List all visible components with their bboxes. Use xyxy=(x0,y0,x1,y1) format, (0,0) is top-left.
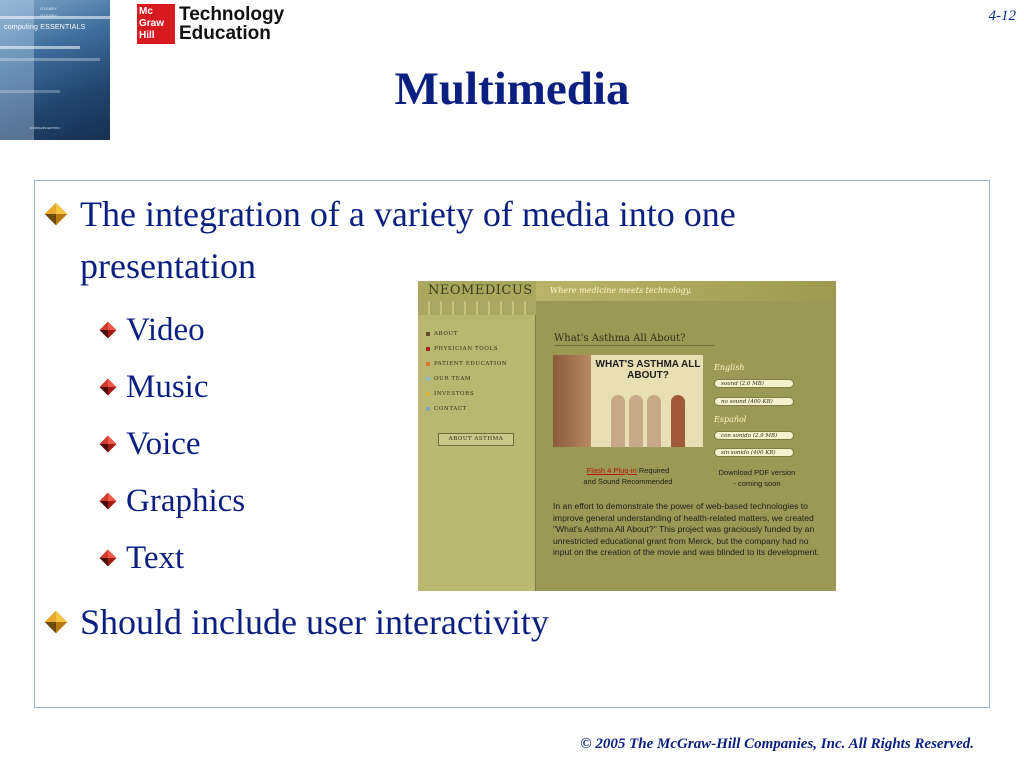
copyright-footer: © 2005 The McGraw-Hill Companies, Inc. All Rights Reserved. xyxy=(580,736,974,752)
subbullet-item: Music xyxy=(102,367,209,407)
spanish-sound-option: con sonido (2.9 MB) xyxy=(714,431,794,440)
bullet-item xyxy=(48,596,549,648)
neomedicus-screenshot xyxy=(418,281,836,591)
subbullet-item: Video xyxy=(102,310,205,350)
site-brand: NEOMEDICUS xyxy=(428,283,533,298)
diamond-bullet-icon xyxy=(45,611,68,634)
poster-title: WHAT'S ASTHMA ALL ABOUT? xyxy=(595,359,701,381)
bullet-item xyxy=(48,188,736,292)
diamond-subbullet-icon xyxy=(100,550,117,567)
square-bullet-icon xyxy=(426,392,430,396)
diamond-subbullet-icon xyxy=(100,379,117,396)
site-nav-item: OUR TEAM xyxy=(426,371,507,386)
bullet-text: The integration of a variety of media into one presentation xyxy=(80,194,736,286)
pdf-download-note: Download PDF version - coming soon xyxy=(718,468,796,488)
diamond-bullet-icon xyxy=(45,203,68,226)
flash-plugin-link: Flash 4 Plug-in xyxy=(586,466,637,475)
site-nav-item: CONTACT xyxy=(426,401,507,416)
about-asthma-button: ABOUT ASTHMA xyxy=(438,433,514,446)
site-nav xyxy=(426,326,507,416)
bullet-text: Should include user interactivity xyxy=(80,602,549,642)
english-nosound-option: no sound (400 KB) xyxy=(714,397,794,406)
square-bullet-icon xyxy=(426,407,430,411)
site-nav-item: INVESTORS xyxy=(426,386,507,401)
site-heading: What's Asthma All About? xyxy=(554,333,686,344)
asthma-poster-image xyxy=(553,355,703,447)
cover-title: computing ESSENTIALS xyxy=(4,24,86,31)
square-bullet-icon xyxy=(426,332,430,336)
subbullet-item: Voice xyxy=(102,424,201,464)
subbullet-item: Text xyxy=(102,538,184,578)
logo-text: Technology Education xyxy=(179,4,285,44)
flash-requirement: Flash 4 Plug-in Required and Sound Recommended xyxy=(583,466,673,486)
diamond-subbullet-icon xyxy=(100,436,117,453)
site-nav-item: PATIENT EDUCATION xyxy=(426,356,507,371)
subbullet-item: Graphics xyxy=(102,481,245,521)
diamond-subbullet-icon xyxy=(100,322,117,339)
diamond-subbullet-icon xyxy=(100,493,117,510)
slide-number: 4-12 xyxy=(988,8,1016,24)
english-label: English xyxy=(714,363,745,372)
spanish-nosound-option: sin sonido (400 KB) xyxy=(714,448,794,457)
square-bullet-icon xyxy=(426,377,430,381)
mcgraw-hill-mark: Mc Graw Hill xyxy=(137,4,175,44)
english-sound-option: sound (2.0 MB) xyxy=(714,379,794,388)
site-tagline: Where medicine meets technology. xyxy=(550,286,692,295)
cover-edition: COMPLETE EDITION xyxy=(30,126,60,130)
site-nav-item: PHYSICIAN TOOLS xyxy=(426,341,507,356)
cover-authors: O'LEARY O'LEARY xyxy=(40,6,57,18)
square-bullet-icon xyxy=(426,362,430,366)
slide-title: Multimedia xyxy=(394,63,630,115)
spanish-label: Español xyxy=(714,415,747,424)
site-nav-item: ABOUT xyxy=(426,326,507,341)
site-description: In an effort to demonstrate the power of web-based technologies to improve general understanding of health-related matters, we created "What's Asthma All About?" This project was graciously funded by an unrestricted educational grant from Merck, but the company had no input on the creation of the movie and was blinded to its development. xyxy=(553,501,820,557)
square-bullet-icon xyxy=(426,347,430,351)
